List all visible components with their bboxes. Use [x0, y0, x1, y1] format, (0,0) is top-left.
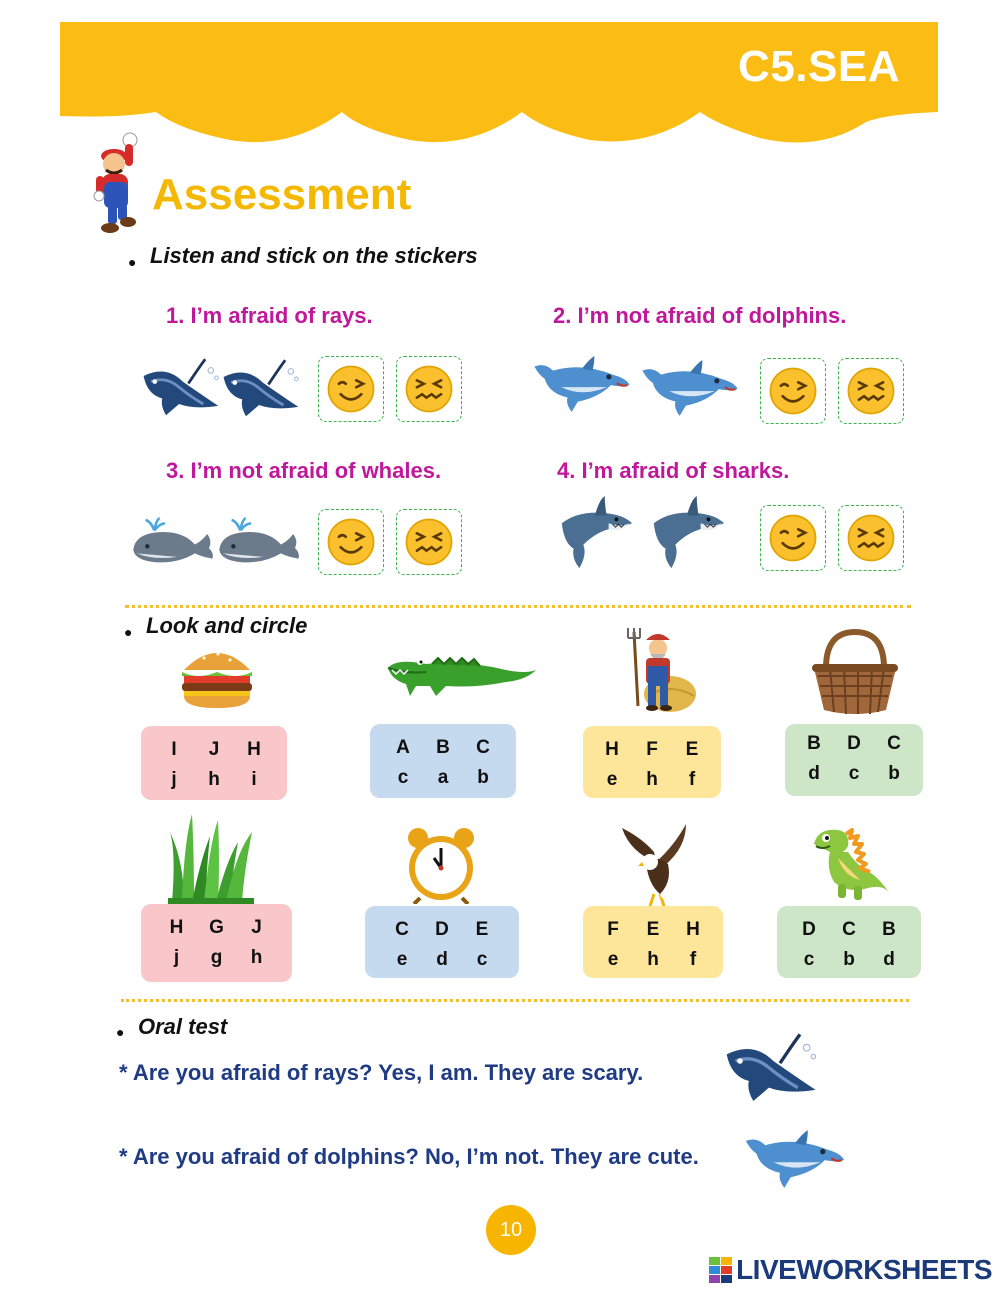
eagle-icon [620, 822, 692, 906]
letter-card [785, 724, 923, 796]
question-4: 4. I’m afraid of sharks. [557, 458, 790, 483]
letter-option[interactable]: A [396, 737, 410, 758]
uppercase-row [141, 736, 287, 766]
oral-line-2: * Are you afraid of dolphins? No, I’m not. They are cute. [119, 1144, 699, 1169]
sticker-slot-afraid[interactable] [396, 509, 462, 575]
letter-option[interactable]: f [689, 949, 697, 970]
letter-option[interactable]: c [476, 949, 488, 970]
alarm-clock-icon [404, 826, 478, 904]
brand-name: LIVEWORKSHEETS [736, 1254, 992, 1285]
ray-icon [218, 357, 302, 425]
lowercase-row [141, 944, 292, 974]
letter-option[interactable]: j [173, 947, 180, 968]
bullet-dot: ● [116, 1024, 125, 1040]
lowercase-row [583, 946, 723, 976]
letter-card [141, 726, 287, 800]
letter-option[interactable]: G [209, 917, 224, 938]
crocodile-icon [386, 650, 538, 702]
uppercase-row [583, 736, 721, 766]
uppercase-row [365, 916, 519, 946]
burger-icon [178, 642, 256, 710]
letter-card [141, 904, 292, 982]
divider [125, 605, 911, 608]
sticker-slot-happy[interactable] [318, 509, 384, 575]
winking-face-icon [325, 363, 377, 415]
shark-icon [556, 494, 634, 572]
letter-option[interactable]: e [396, 949, 408, 970]
confounded-face-icon [403, 363, 455, 415]
confounded-face-icon [845, 512, 897, 564]
letter-option[interactable]: B [882, 919, 896, 940]
letter-option[interactable]: C [476, 737, 490, 758]
whale-icon [128, 512, 216, 570]
letter-option[interactable]: b [843, 949, 855, 970]
letter-option[interactable]: h [647, 949, 659, 970]
sticker-slot-happy[interactable] [760, 505, 826, 571]
letter-option[interactable]: H [605, 739, 619, 760]
instruction-oral: Oral test [138, 1014, 228, 1039]
letter-option[interactable]: c [397, 767, 409, 788]
letter-option[interactable]: F [607, 919, 619, 940]
bullet-dot: ● [128, 254, 137, 270]
letter-card [365, 906, 519, 978]
letter-option[interactable]: d [808, 763, 820, 784]
uppercase-row [583, 916, 723, 946]
question-2: 2. I’m not afraid of dolphins. [553, 303, 847, 328]
lowercase-row [785, 760, 923, 790]
question-1: 1. I’m afraid of rays. [166, 303, 373, 328]
winking-face-icon [767, 512, 819, 564]
uppercase-row [777, 916, 921, 946]
letter-option[interactable]: H [169, 917, 184, 938]
lowercase-row [365, 946, 519, 976]
letter-option[interactable]: B [807, 733, 821, 754]
uppercase-row [370, 734, 516, 764]
letter-option[interactable]: h [208, 769, 220, 790]
lowercase-row [141, 766, 287, 796]
confounded-face-icon [845, 365, 897, 417]
dolphin-icon [638, 356, 742, 418]
letter-option[interactable]: b [888, 763, 900, 784]
letter-option[interactable]: D [802, 919, 816, 940]
question-3: 3. I’m not afraid of whales. [166, 458, 442, 483]
dinosaur-icon [808, 824, 892, 904]
confounded-face-icon [403, 516, 455, 568]
letter-option[interactable]: H [686, 919, 700, 940]
letter-option[interactable]: e [606, 769, 618, 790]
bullet-dot: ● [124, 624, 133, 640]
instruction-listen: Listen and stick on the stickers [150, 243, 478, 268]
letter-option[interactable]: I [171, 739, 177, 760]
letter-option[interactable]: h [646, 769, 658, 790]
letter-option[interactable]: B [436, 737, 450, 758]
grass-icon [166, 812, 256, 904]
ray-icon [138, 355, 222, 425]
winking-face-icon [767, 365, 819, 417]
letter-option[interactable]: F [646, 739, 658, 760]
oral-line-1: * Are you afraid of rays? Yes, I am. They are scary. [119, 1060, 644, 1085]
letter-option[interactable]: c [848, 763, 860, 784]
letter-card [370, 724, 516, 798]
letter-card [777, 906, 921, 978]
dolphin-icon [740, 1126, 850, 1190]
letter-option[interactable]: C [887, 733, 901, 754]
chapter-title: C5.SEA [738, 42, 900, 91]
letter-option[interactable]: E [475, 919, 489, 940]
letter-option[interactable]: h [250, 947, 263, 968]
brand-logo [709, 1254, 992, 1286]
divider [121, 999, 909, 1002]
letter-option[interactable]: J [251, 917, 262, 938]
letter-option[interactable]: i [251, 769, 257, 790]
lowercase-row [370, 764, 516, 794]
basket-icon [810, 628, 900, 716]
letter-option[interactable]: E [685, 739, 699, 760]
shark-icon [648, 494, 726, 572]
ray-icon [720, 1032, 820, 1110]
letter-option[interactable]: c [803, 949, 815, 970]
instruction-look: Look and circle [146, 613, 308, 638]
letter-option[interactable]: C [842, 919, 856, 940]
letter-option[interactable]: D [435, 919, 449, 940]
farmer-icon [622, 626, 702, 716]
letter-card [583, 726, 721, 798]
letter-option[interactable]: d [436, 949, 448, 970]
letter-card [583, 906, 723, 978]
page-title: Assessment [152, 170, 412, 219]
uppercase-row [141, 914, 292, 944]
letter-option[interactable]: J [208, 739, 220, 760]
sticker-slot-happy[interactable] [318, 356, 384, 422]
sticker-slot-happy[interactable] [760, 358, 826, 424]
brand-logo-icon [709, 1257, 733, 1283]
whale-icon [214, 512, 302, 570]
page-number: 10 [486, 1205, 536, 1255]
letter-option[interactable]: e [607, 949, 619, 970]
lowercase-row [583, 766, 721, 796]
uppercase-row [785, 730, 923, 760]
lowercase-row [777, 946, 921, 976]
sticker-slot-afraid[interactable] [838, 505, 904, 571]
letter-option[interactable]: D [847, 733, 861, 754]
letter-option[interactable]: j [171, 769, 177, 790]
dolphin-icon [530, 352, 634, 414]
letter-option[interactable]: g [210, 947, 223, 968]
letter-option[interactable]: d [883, 949, 895, 970]
letter-option[interactable]: E [646, 919, 660, 940]
mario-icon [92, 130, 144, 234]
winking-face-icon [325, 516, 377, 568]
letter-option[interactable]: H [247, 739, 261, 760]
letter-option[interactable]: a [437, 767, 449, 788]
letter-option[interactable]: b [477, 767, 489, 788]
letter-option[interactable]: C [395, 919, 409, 940]
letter-option[interactable]: f [688, 769, 696, 790]
sticker-slot-afraid[interactable] [396, 356, 462, 422]
sticker-slot-afraid[interactable] [838, 358, 904, 424]
